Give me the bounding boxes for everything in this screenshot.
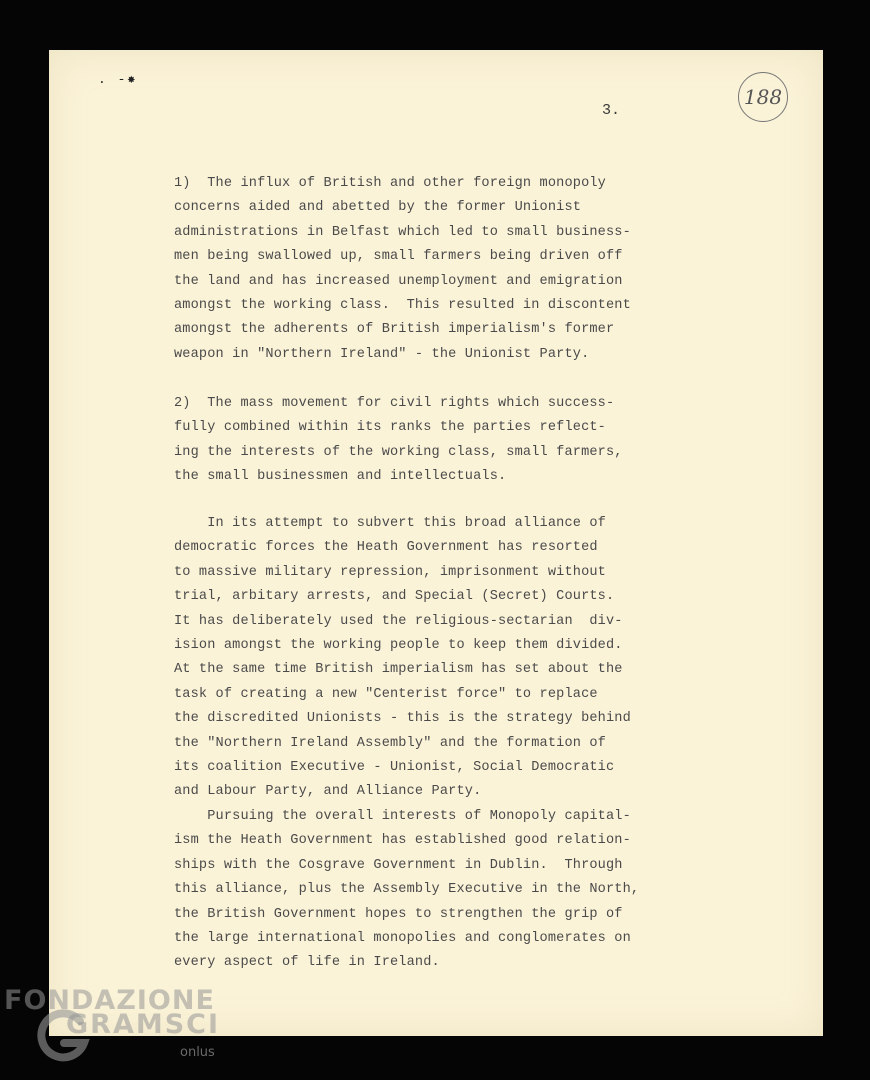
watermark-suffix: onlus xyxy=(180,1045,215,1060)
paragraph-1: 1) The influx of British and other foreign monopoly concerns aided and abetted by the former Unionist administrations in Belfast which led to small business- men being swallowed up, small farmers being driven off the land and has increased unemployment and emigration amongst the working class. This resulted in discontent amongst the adherents of British imperialism's former weapon in "Northern Ireland" - the Unionist Party. xyxy=(174,176,631,362)
archive-stamp xyxy=(738,72,788,122)
archive-stamp-number: 188 xyxy=(743,85,783,109)
paragraph-4: Pursuing the overall interests of Monopoly capital- ism the Heath Government has established good relation- ships with the Cosgrave Government in Dublin. Through this alliance, plus the Assembly Executive in the North, the British Government hopes to strengthen the grip of the large international monopolies and conglomerates on every aspect of life in Ireland. xyxy=(174,809,640,971)
page-number: 3. xyxy=(602,102,621,119)
watermark-line1: FONDAZIONE xyxy=(4,985,215,1016)
paragraph-2: 2) The mass movement for civil rights which success- fully combined within its ranks the parties reflect- ing the interests of the working class, small farmers, the small businessmen and intellectuals. xyxy=(174,396,623,485)
fondazione-gramsci-watermark xyxy=(4,985,224,1075)
corner-marks: . -✸ xyxy=(98,72,138,87)
watermark-line2: GRAMSCI xyxy=(66,1009,221,1040)
paragraph-3: In its attempt to subvert this broad alliance of democratic forces the Heath Government has resorted to massive military repression, imprisonment without trial, arbitary arrests, and Special (Secret) Courts. It has deliberately used the religious-sectarian div- ision amongst the working people to keep them divided. At the same time British imperialism has set about the task of creating a new "Centerist force" to replace the discredited Unionists - this is the strategy behind the "Northern Ireland Assembly" and the formation of its coalition Executive - Unionist, Social Democratic and Labour Party, and Alliance Party. xyxy=(174,516,631,800)
